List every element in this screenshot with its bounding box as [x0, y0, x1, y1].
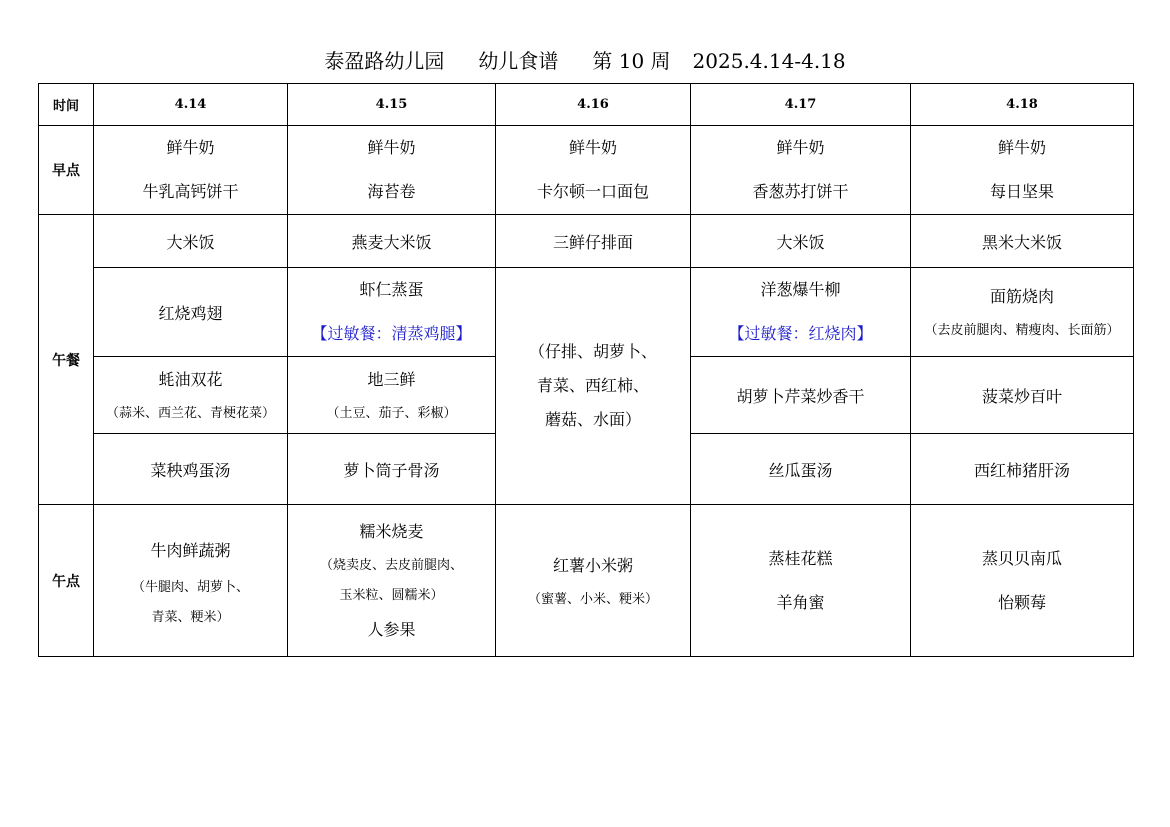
ingredient-line: （仔排、胡萝卜、 — [528, 342, 657, 361]
breakfast-cell — [94, 126, 288, 215]
ingredient-note: （去皮前腿肉、精瘦肉、长面筋） — [924, 323, 1120, 338]
breakfast-cell — [911, 126, 1134, 215]
breakfast-cell — [288, 126, 496, 215]
lunch-main-cell — [911, 268, 1134, 357]
lunch-veg-cell — [288, 357, 496, 434]
ingredient-line: 青菜、西红柿、 — [536, 376, 649, 395]
menu-item: 每日坚果 — [989, 182, 1054, 201]
ingredient-note: 青菜、粳米） — [151, 609, 230, 625]
header-day: 4.14 — [94, 84, 288, 126]
menu-item: 卡尔顿一口面包 — [536, 182, 649, 201]
ingredient-note: （烧卖皮、去皮前腿肉、 — [319, 557, 463, 573]
menu-table — [38, 83, 1134, 657]
menu-item: 鲜牛奶 — [997, 138, 1046, 157]
menu-item: 红烧鸡翅 — [94, 268, 288, 357]
ingredient-line: 蘑菇、水面） — [544, 410, 641, 429]
menu-item: 燕麦大米饭 — [288, 215, 496, 268]
snack-cell — [288, 505, 496, 657]
header-day: 4.17 — [691, 84, 911, 126]
menu-item: 洋葱爆牛柳 — [760, 280, 841, 299]
menu-item: 蒸贝贝南瓜 — [981, 548, 1062, 568]
snack-cell — [496, 505, 691, 657]
menu-item: 大米饭 — [691, 215, 911, 268]
row-label-breakfast: 早点 — [39, 126, 94, 215]
menu-item: 鲜牛奶 — [568, 138, 617, 157]
row-label-lunch: 午餐 — [39, 215, 94, 505]
menu-item: 丝瓜蛋汤 — [691, 434, 911, 505]
menu-item: 面筋烧肉 — [989, 287, 1054, 306]
lunch-main-cell — [288, 268, 496, 357]
menu-item: 蚝油双花 — [158, 370, 223, 389]
menu-item: 虾仁蒸蛋 — [359, 280, 424, 299]
menu-item: 三鲜仔排面 — [496, 215, 691, 268]
menu-item: 萝卜筒子骨汤 — [288, 434, 496, 505]
header-day: 4.16 — [496, 84, 691, 126]
date-range: 2025.4.14-4.18 — [692, 49, 846, 73]
row-label-snack: 午点 — [39, 505, 94, 657]
header-day: 4.15 — [288, 84, 496, 126]
snack-row — [39, 505, 1134, 657]
ingredient-note: （蒜米、西兰花、青梗花菜） — [105, 406, 275, 421]
menu-item: 怡颗莓 — [997, 592, 1046, 612]
menu-item: 海苔卷 — [367, 182, 416, 201]
menu-item: 黑米大米饭 — [911, 215, 1134, 268]
allergy-note: 【过敏餐：红烧肉】 — [728, 324, 873, 343]
menu-name: 幼儿食谱 — [478, 49, 559, 73]
menu-item: 香葱苏打饼干 — [752, 182, 849, 201]
ingredient-note: （蜜薯、小米、粳米） — [527, 591, 658, 607]
ingredient-note: 玉米粒、圆糯米） — [339, 587, 444, 603]
week-number: 第 10 周 — [592, 49, 671, 73]
menu-item: 牛肉鲜蔬粥 — [150, 540, 231, 560]
snack-cell — [94, 505, 288, 657]
ingredient-note: （牛腿肉、胡萝卜、 — [131, 579, 249, 595]
menu-item: 鲜牛奶 — [367, 138, 416, 157]
page-title — [0, 46, 1170, 76]
menu-item: 鲜牛奶 — [166, 138, 215, 157]
breakfast-cell — [691, 126, 911, 215]
menu-item: 牛乳高钙饼干 — [142, 182, 239, 201]
lunch-main-cell — [691, 268, 911, 357]
menu-item: 羊角蜜 — [776, 592, 825, 612]
menu-item: 鲜牛奶 — [776, 138, 825, 157]
header-day: 4.18 — [911, 84, 1134, 126]
menu-item: 人参果 — [367, 619, 416, 639]
menu-item: 红薯小米粥 — [552, 555, 633, 575]
menu-item: 菜秧鸡蛋汤 — [94, 434, 288, 505]
lunch-veg-cell — [94, 357, 288, 434]
menu-item: 大米饭 — [94, 215, 288, 268]
lunch-staple-row — [39, 215, 1134, 268]
snack-cell — [911, 505, 1134, 657]
header-row — [39, 84, 1134, 126]
menu-item: 糯米烧麦 — [359, 521, 424, 541]
d3-ingredients-cell — [496, 268, 691, 505]
menu-item: 地三鲜 — [367, 370, 416, 389]
school-name: 泰盈路幼儿园 — [324, 49, 445, 73]
menu-item: 菠菜炒百叶 — [911, 357, 1134, 434]
lunch-main-row — [39, 268, 1134, 357]
header-time: 时间 — [39, 84, 94, 126]
snack-cell — [691, 505, 911, 657]
menu-item: 西红柿猪肝汤 — [911, 434, 1134, 505]
ingredient-note: （土豆、茄子、彩椒） — [326, 406, 457, 421]
allergy-note: 【过敏餐：清蒸鸡腿】 — [311, 324, 472, 343]
breakfast-row — [39, 126, 1134, 215]
menu-item: 胡萝卜芹菜炒香干 — [691, 357, 911, 434]
breakfast-cell — [496, 126, 691, 215]
menu-item: 蒸桂花糕 — [768, 548, 833, 568]
